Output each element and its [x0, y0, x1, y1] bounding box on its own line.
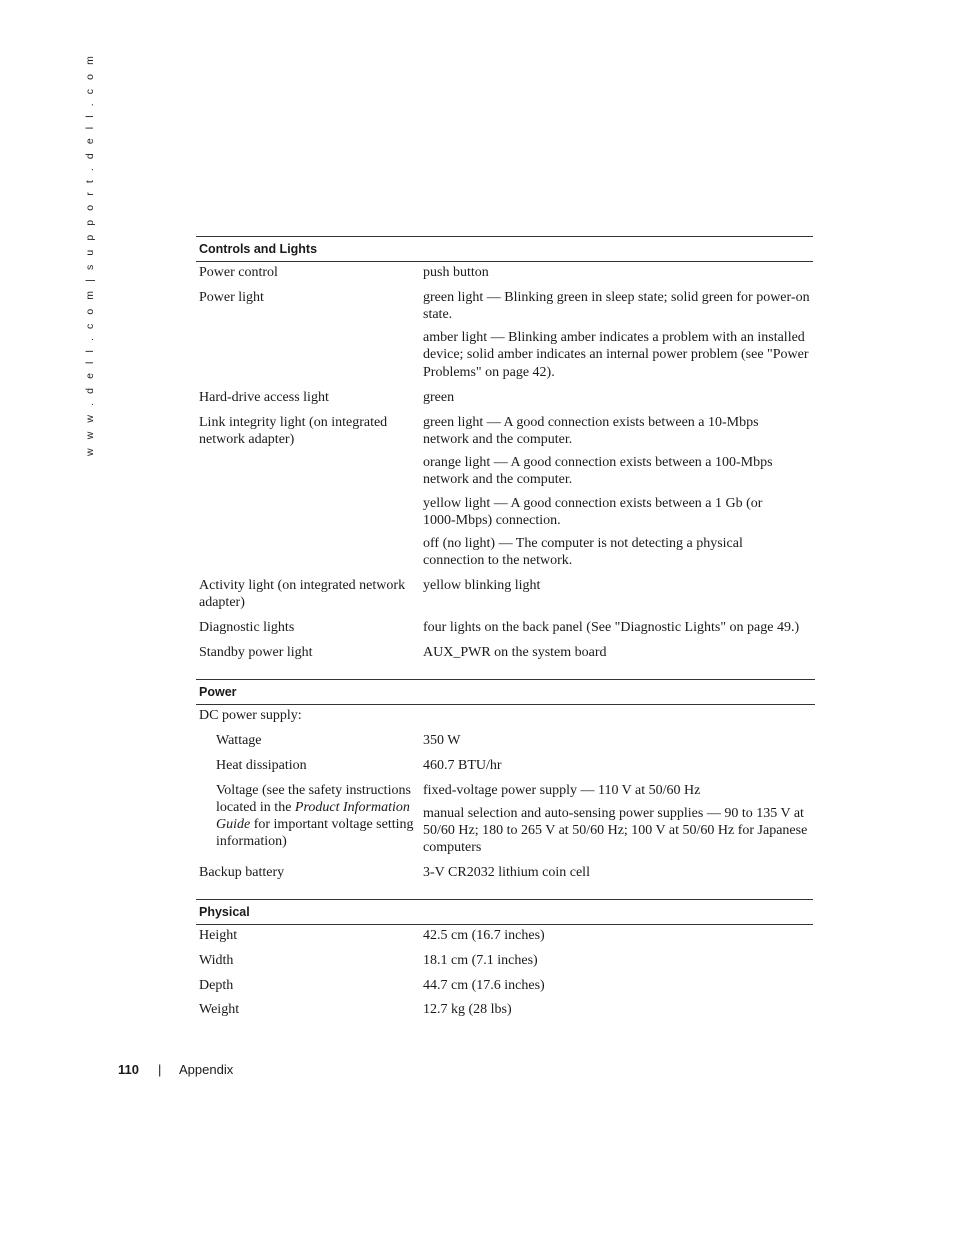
diagnostic-lights-label: Diagnostic lights [199, 620, 295, 635]
hdd-light-value: green [423, 390, 455, 405]
power-light-label: Power light [199, 290, 264, 305]
power-light-value-1b: state. [423, 307, 453, 322]
link-light-value-4a: off (no light) — The computer is not detecting a physical [423, 536, 743, 551]
battery-label: Backup battery [199, 865, 285, 880]
diagnostic-lights-value: four lights on the back panel (See "Diagnostic Lights" on page 49.) [423, 620, 800, 635]
power-light-value-2a: amber light — Blinking amber indicates a problem with an installed [423, 330, 805, 345]
voltage-value-2b: 50/60 Hz; 180 to 265 V at 50/60 Hz; 100 V at 50/60 Hz for Japanese [423, 823, 808, 838]
height-label: Height [199, 928, 238, 943]
controls-heading-text: Controls and Lights [199, 242, 318, 256]
physical-heading [196, 899, 813, 925]
voltage-label-a: Voltage (see the safety instructions [216, 783, 411, 798]
physical-heading-text: Physical [199, 905, 250, 919]
width-label: Width [199, 953, 234, 968]
voltage-label-d: information) [216, 834, 287, 849]
link-light-label-b: network adapter) [199, 432, 295, 447]
width-value: 18.1 cm (7.1 inches) [423, 953, 538, 968]
wattage-label: Wattage [216, 733, 262, 748]
power-light-value-2c: Problems" on page 42). [423, 365, 555, 380]
link-light-value-3b: 1000-Mbps) connection. [423, 513, 561, 528]
power-control-label: Power control [199, 265, 278, 280]
side-url: w w w . d e l l . c o m | s u p p o r t . d e l l . c o m [84, 53, 96, 456]
activity-light-label-a: Activity light (on integrated network [199, 578, 406, 593]
weight-label: Weight [199, 1002, 240, 1017]
link-light-value-4b: connection to the network. [423, 553, 573, 568]
hdd-light-label: Hard-drive access light [199, 390, 329, 405]
wattage-value: 350 W [423, 733, 461, 748]
voltage-value-2c: computers [423, 840, 482, 855]
footer-section: Appendix [179, 1062, 234, 1077]
link-light-value-1b: network and the computer. [423, 432, 573, 447]
controls-heading [196, 236, 813, 262]
voltage-value-2a: manual selection and auto-sensing power supplies — 90 to 135 V at [423, 806, 804, 821]
depth-value: 44.7 cm (17.6 inches) [423, 978, 545, 993]
power-light-value-2b: device; solid amber indicates an internal power problem (see "Power [423, 347, 809, 362]
activity-light-value: yellow blinking light [423, 578, 541, 593]
voltage-label-c-italic: Guide [216, 817, 251, 832]
voltage-label-c-post: for important voltage setting [250, 817, 414, 832]
standby-light-label: Standby power light [199, 645, 313, 660]
heat-label: Heat dissipation [216, 758, 307, 773]
voltage-label-b [216, 799, 410, 816]
voltage-value-1: fixed-voltage power supply — 110 V at 50/60 Hz [423, 783, 701, 798]
power-heading-text: Power [199, 685, 237, 699]
power-control-value: push button [423, 265, 489, 280]
power-heading [196, 679, 815, 705]
page-number: 110 [118, 1062, 139, 1077]
heat-value: 460.7 BTU/hr [423, 758, 502, 773]
link-light-value-2b: network and the computer. [423, 472, 573, 487]
voltage-label-b-pre: located in the [216, 800, 295, 815]
power-light-value-1a: green light — Blinking green in sleep state; solid green for power-on [423, 290, 810, 305]
link-light-value-1a: green light — A good connection exists between a 10-Mbps [423, 415, 759, 430]
voltage-label-c [216, 816, 414, 833]
height-value: 42.5 cm (16.7 inches) [423, 928, 545, 943]
battery-value: 3-V CR2032 lithium coin cell [423, 865, 590, 880]
link-light-value-3a: yellow light — A good connection exists between a 1 Gb (or [423, 496, 763, 511]
weight-value: 12.7 kg (28 lbs) [423, 1002, 512, 1017]
depth-label: Depth [199, 978, 234, 993]
dc-power-label: DC power supply: [199, 708, 302, 723]
footer-separator: | [158, 1062, 162, 1077]
voltage-label-b-italic: Product Information [294, 800, 410, 815]
activity-light-label-b: adapter) [199, 595, 245, 610]
link-light-label-a: Link integrity light (on integrated [199, 415, 388, 430]
standby-light-value: AUX_PWR on the system board [423, 645, 607, 660]
link-light-value-2a: orange light — A good connection exists between a 100-Mbps [423, 455, 773, 470]
